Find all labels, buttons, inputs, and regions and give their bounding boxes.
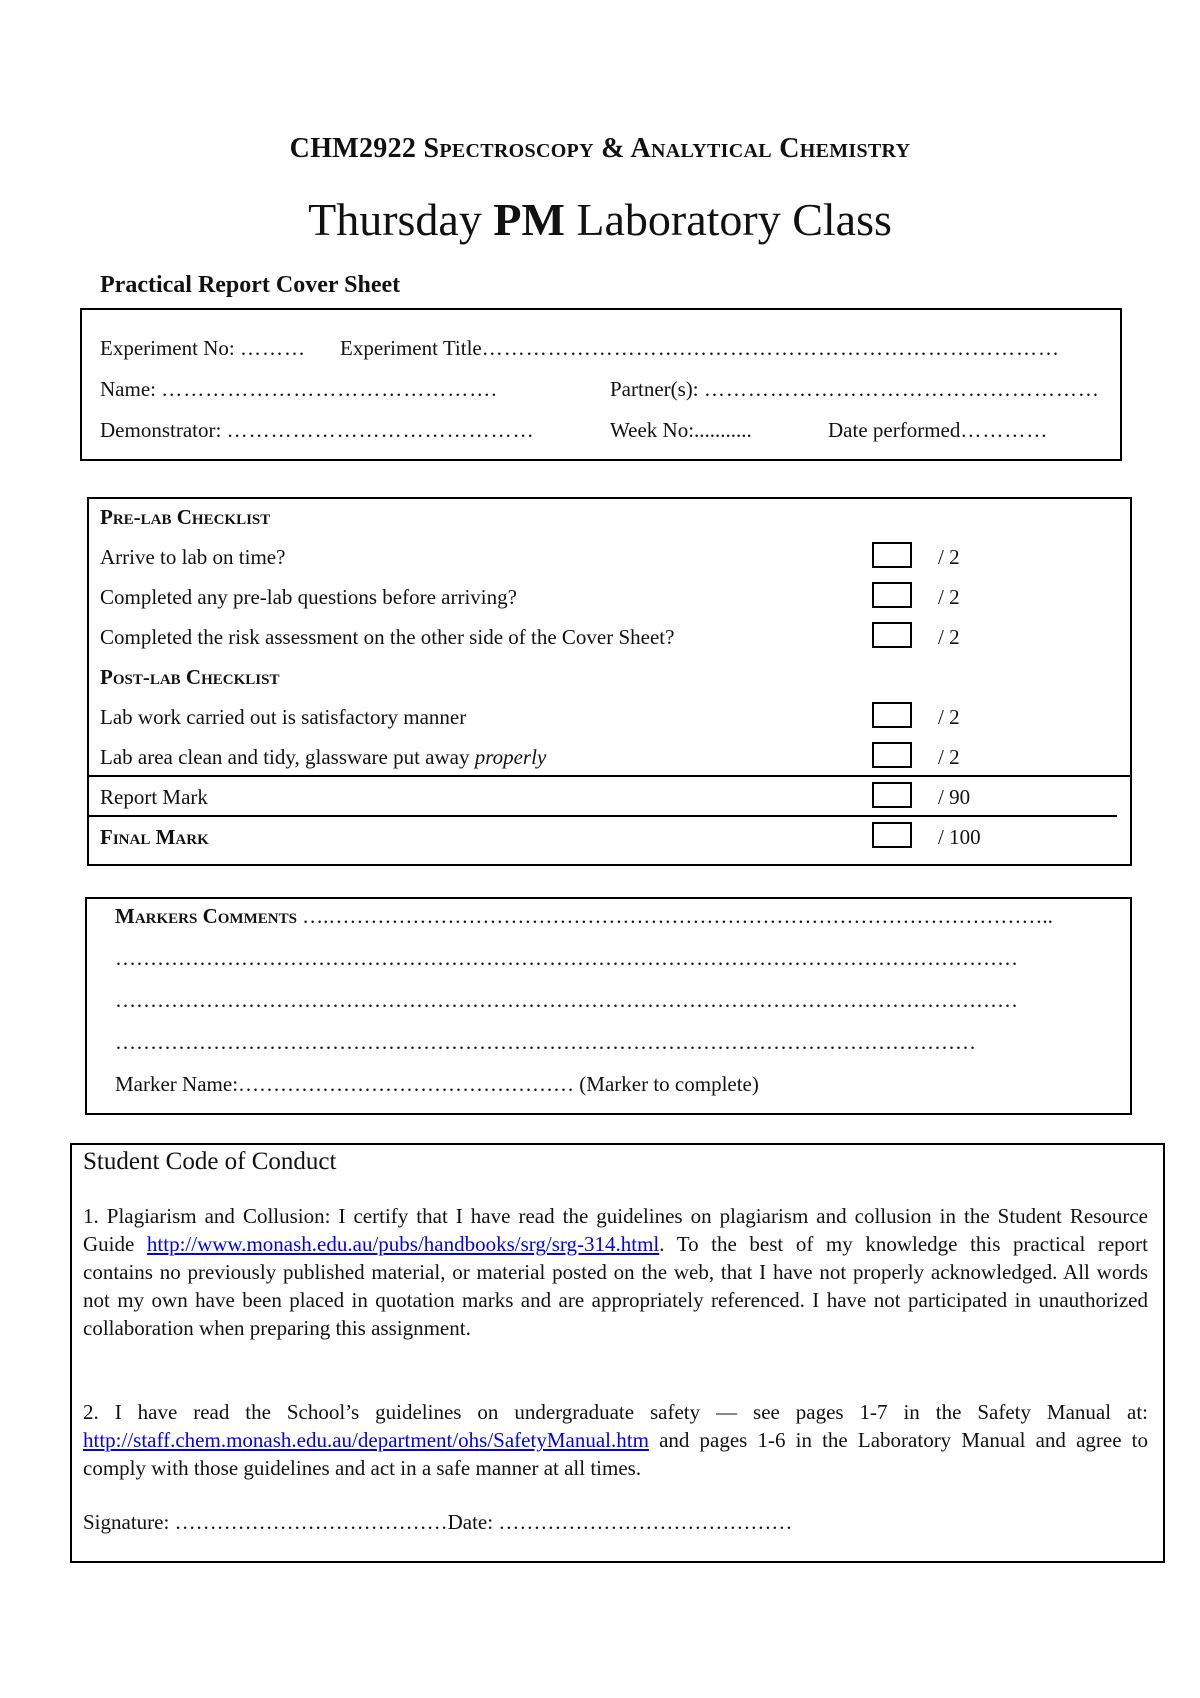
prelab-item-3-mark: / 2 xyxy=(938,625,960,649)
date-performed-field[interactable] xyxy=(828,418,1048,443)
class-title-session: PM xyxy=(493,194,565,245)
prelab-item-1-checkbox[interactable] xyxy=(872,542,912,568)
signature-line[interactable] xyxy=(83,1510,792,1535)
final-mark-checkbox[interactable] xyxy=(872,822,912,848)
prelab-item-1-mark: / 2 xyxy=(938,545,960,569)
conduct-p1-text-a: 1. Plagiarism and Collusion: I certify that I have read the guidelines on plagiarism and collusion in the Student Resource Guide xyxy=(83,1204,1148,1256)
comments-line-2[interactable]: ………………………………………………………………………………………………………………… xyxy=(115,988,1018,1012)
class-title xyxy=(0,193,1200,246)
report-mark-value: / 90 xyxy=(938,785,971,809)
date-performed-label: Date performed xyxy=(828,418,961,442)
comments-line-3[interactable]: …………………………………………………………………………………………………………… xyxy=(115,1030,976,1054)
prelab-item-2-mark: / 2 xyxy=(938,585,960,609)
partners-field[interactable] xyxy=(610,377,1100,402)
conduct-p2-text-a: 2. I have read the School’s guidelines on undergraduate safety — see pages 1-7 in the Safety Manual at: xyxy=(83,1400,1148,1424)
experiment-title-dots: ……………………….…………………………………………… xyxy=(481,336,1060,360)
experiment-title-field[interactable] xyxy=(340,336,1060,361)
final-mark-label: Final Mark xyxy=(100,825,209,849)
demonstrator-label: Demonstrator: xyxy=(100,418,222,442)
prelab-item-1-label: Arrive to lab on time? xyxy=(100,545,286,569)
marker-note: (Marker to complete) xyxy=(579,1072,759,1096)
prelab-item-3-label: Completed the risk assessment on the other side of the Cover Sheet? xyxy=(100,625,675,649)
partners-label: Partner(s): xyxy=(610,377,699,401)
report-mark-checkbox[interactable] xyxy=(872,782,912,808)
final-mark-value: / 100 xyxy=(938,825,981,849)
postlab-item-1-checkbox[interactable] xyxy=(872,702,912,728)
prelab-item-2-checkbox[interactable] xyxy=(872,582,912,608)
final-mark-divider xyxy=(87,815,1117,817)
week-label: Week No: xyxy=(610,418,695,442)
prelab-item-2-label: Completed any pre-lab questions before arriving? xyxy=(100,585,517,609)
signature-date-dots: …………………………………… xyxy=(498,1510,793,1534)
name-label: Name: xyxy=(100,377,156,401)
week-dots: ........... xyxy=(694,418,752,442)
conduct-p1-text-b: . To the best of my knowledge this practical report contains no previously published material, or material posted on the web, that I have not properly acknowledged. All words not my own have been placed in quotation marks and are appropriately referenced. I have not participated in unauthorized collaboration when preparing this assignment. xyxy=(83,1232,1149,1340)
class-title-rest: Laboratory Class xyxy=(576,194,892,245)
postlab-heading: Post-lab Checklist xyxy=(100,665,280,689)
course-code: CHM2922 xyxy=(289,133,417,164)
conduct-title: Student Code of Conduct xyxy=(83,1148,337,1175)
name-field[interactable] xyxy=(100,377,497,402)
postlab-item-2-mark: / 2 xyxy=(938,745,960,769)
experiment-title-label: Experiment Title xyxy=(340,336,482,360)
comments-heading-dots: ….………………………………………………………………………………………….. xyxy=(302,904,1053,928)
report-mark-label: Report Mark xyxy=(100,785,208,809)
postlab-item-2-label xyxy=(100,745,546,770)
conduct-p2-text-b: and pages 1-6 in the Laboratory Manual and agree to comply with those guidelines and act in a safe manner at all times. xyxy=(83,1428,1149,1480)
postlab-item-2-checkbox[interactable] xyxy=(872,742,912,768)
safety-manual-link[interactable]: http://staff.chem.monash.edu.au/department/ohs/SafetyManual.htm xyxy=(83,1428,649,1452)
comments-heading: Markers Comments xyxy=(115,904,297,928)
postlab-item-1-label: Lab work carried out is satisfactory manner xyxy=(100,705,467,729)
srg-plagiarism-link[interactable]: http://www.monash.edu.au/pubs/handbooks/srg/srg-314.html xyxy=(146,1232,660,1256)
class-title-day: Thursday xyxy=(308,194,482,245)
marker-name-dots: ………………………………………… xyxy=(238,1072,575,1096)
comments-heading-line[interactable] xyxy=(115,904,1053,929)
course-name: Spectroscopy & Analytical Chemistry xyxy=(423,133,911,164)
comments-line-1[interactable]: ………………………………………………………………………………………………………………… xyxy=(115,946,1018,970)
demonstrator-dots: …………………………………… xyxy=(226,418,535,442)
experiment-no-field[interactable] xyxy=(100,336,306,361)
marker-name-label: Marker Name: xyxy=(115,1072,239,1096)
signature-label: Signature: xyxy=(83,1510,170,1534)
date-performed-dots: ………… xyxy=(960,418,1049,442)
postlab-item-1-mark: / 2 xyxy=(938,705,960,729)
experiment-no-label: Experiment No: xyxy=(100,336,235,360)
conduct-paragraph-2 xyxy=(83,1398,1148,1482)
name-dots: ………………………………………. xyxy=(161,377,498,401)
conduct-paragraph-1 xyxy=(83,1202,1148,1342)
demonstrator-field[interactable] xyxy=(100,418,535,443)
partners-dots: ……………………………………………… xyxy=(703,377,1100,401)
report-mark-divider xyxy=(87,775,1132,777)
marker-name-field[interactable] xyxy=(115,1072,759,1097)
prelab-heading: Pre-lab Checklist xyxy=(100,505,271,529)
signature-date-label: Date: xyxy=(447,1510,494,1534)
prelab-item-3-checkbox[interactable] xyxy=(872,622,912,648)
sheet-heading: Practical Report Cover Sheet xyxy=(100,272,401,298)
signature-dots: ………………………………… xyxy=(174,1510,448,1534)
postlab-item-2-emphasis: properly xyxy=(474,745,547,769)
postlab-item-2-text: Lab area clean and tidy, glassware put away xyxy=(100,745,470,769)
experiment-no-dots: ……… xyxy=(239,336,306,360)
course-title xyxy=(0,133,1200,165)
week-field[interactable] xyxy=(610,418,752,443)
